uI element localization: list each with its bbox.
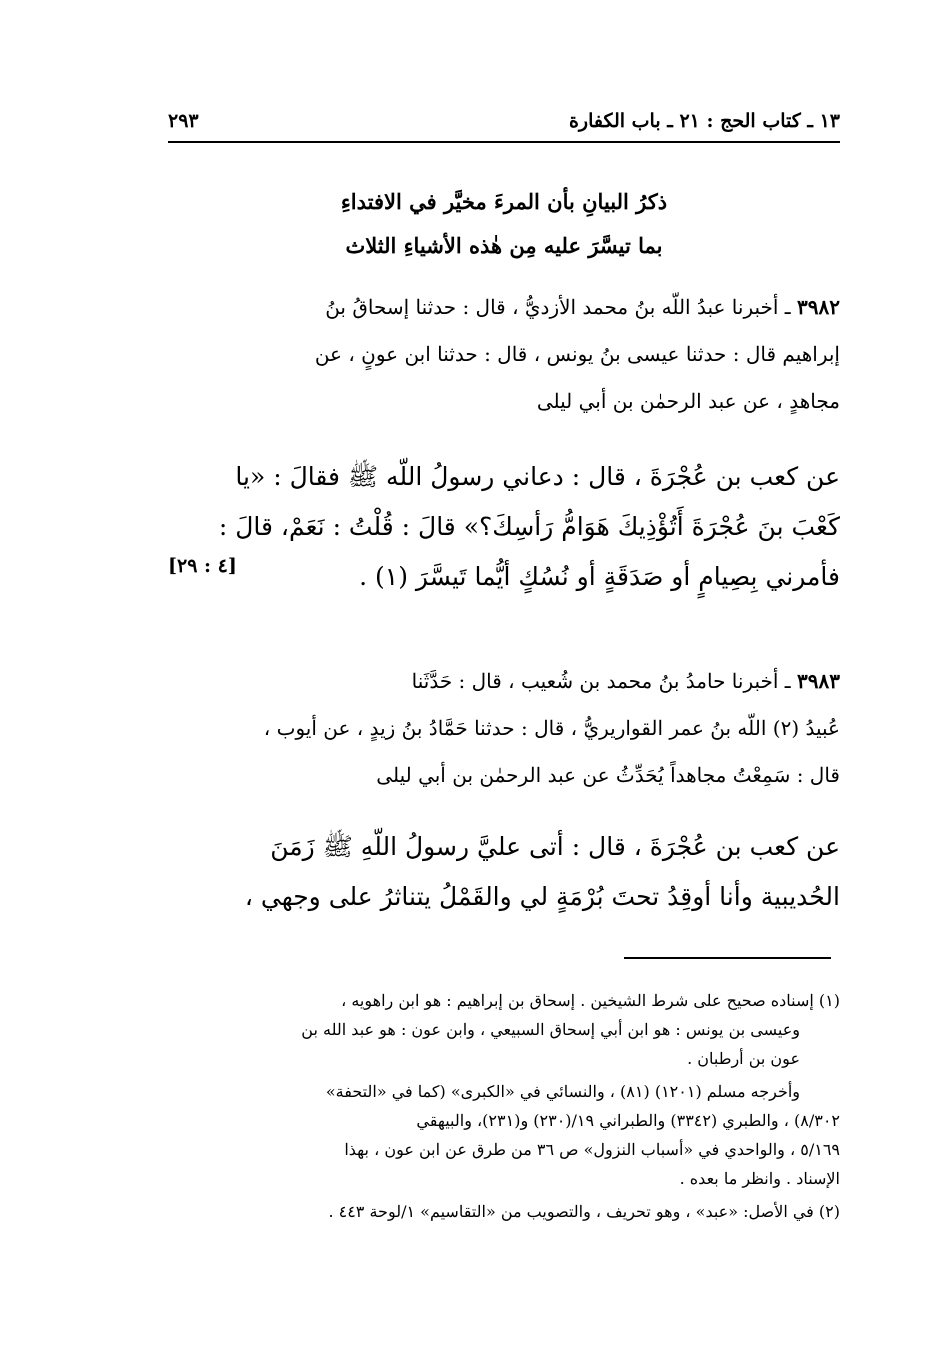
footnote-line: ٥/١٦٩ ، والواحدي في «أسباب النزول» ص ٣٦ من طرق عن ابن عون ، بهذا	[344, 1140, 840, 1159]
matn-line: فأمرني بِصِيامٍ أو صَدَقَةٍ أو نُسُكٍ أيُّما تَيسَّرَ (١) .	[359, 562, 840, 591]
isnad-line	[168, 284, 840, 331]
footnote-line: ٨/٣٠٢) ، والطبري (٣٣٤٢) والطبراني ١٩/(٢٣٠) و(٢٣١)، والبيهقي	[416, 1111, 840, 1130]
matn-line: الحُديبية وأنا أوقِدُ تحتَ بُرْمَةٍ لي والقَمْلُ يتناثرُ على وجهي ،	[244, 882, 840, 911]
isnad-text: ـ أخبرنا حامدُ بنُ محمد بن شُعيب ، قال : حَدَّثَنا	[411, 669, 791, 693]
isnad-text: ـ أخبرنا عبدُ اللّه بنُ محمد الأزديُّ ، قال : حدثنا إسحاقُ بنُ	[325, 295, 791, 319]
running-header	[168, 108, 840, 138]
footnote-line: وعيسى بن يونس : هو ابن أبي إسحاق السبيعي ، وابن عون : هو عبد الله بن	[301, 1020, 800, 1039]
isnad-line	[168, 658, 840, 705]
matn-line: عن كعب بن عُجْرَةَ ، قال : أتى عليَّ رسولُ اللّهِ ﷺ زَمَنَ	[270, 832, 840, 861]
hadith-3982-matn	[168, 452, 840, 602]
footnote-line: الإسناد . وانظر ما بعده .	[679, 1169, 840, 1188]
hadith-number: ٣٩٨٣	[797, 669, 840, 693]
hadith-3982-isnad	[168, 284, 840, 425]
heading-line-2: بما تيسَّرَ عليه مِن هٰذه الأشياءِ الثلاث	[345, 233, 663, 258]
page-number: ٢٩٣	[168, 110, 199, 132]
section-heading	[168, 180, 840, 268]
footnote-separator	[624, 957, 831, 959]
isnad-line: عُبيدُ (٢) اللّه بنُ عمر القواريريُّ ، قال : حدثنا حَمَّادُ بنُ زيدٍ ، عن أيوب ،	[263, 716, 840, 740]
footnote-1-continued	[160, 1077, 840, 1193]
isnad-line: إبراهيم قال : حدثنا عيسى بنُ يونس ، قال : حدثنا ابن عونٍ ، عن	[314, 342, 840, 366]
footnotes	[160, 986, 840, 1230]
footnote-line: عون بن أرطبان .	[687, 1049, 800, 1068]
footnote-line: (١) إسناده صحيح على شرط الشيخين . إسحاق بن إبراهيم : هو ابن راهويه ،	[341, 991, 840, 1010]
chapter-title: ١٣ ـ كتاب الحج : ٢١ ـ باب الكفارة	[568, 110, 840, 132]
footnote-line: (٢) في الأصل: «عبد» ، وهو تحريف ، والتصويب من «التقاسيم» ١/لوحة ٤٤٣ .	[328, 1202, 840, 1221]
footnote-2	[160, 1197, 840, 1226]
header-rule	[168, 141, 840, 143]
footnote-line: وأخرجه مسلم (١٢٠١) (٨١) ، والنسائي في «الكبرى» (كما في «التحفة»	[325, 1082, 800, 1101]
footnote-1	[160, 986, 840, 1073]
hadith-3983-isnad	[168, 658, 840, 799]
isnad-line: قال : سَمِعْتُ مجاهداً يُحَدِّثُ عن عبد الرحمٰن بن أبي ليلى	[376, 763, 840, 787]
matn-line: كَعْبَ بنَ عُجْرَةَ أَتُؤْذِيكَ هَوَامُّ رَأسِكَ؟» قالَ : قُلْتُ : نَعَمْ، قالَ :	[218, 512, 840, 541]
hadith-3983-matn	[168, 822, 840, 922]
hadith-number: ٣٩٨٢	[797, 295, 840, 319]
isnad-line: مجاهدٍ ، عن عبد الرحمٰن بن أبي ليلى	[536, 389, 840, 413]
matn-line: عن كعب بن عُجْرَةَ ، قال : دعاني رسولُ اللّه ﷺ فقالَ : «يا	[235, 462, 840, 491]
source-reference: [٤ : ٢٩]	[168, 555, 237, 577]
heading-line-1: ذكرُ البيانِ بأن المرءَ مخيَّر في الافتداءِ	[340, 189, 668, 214]
